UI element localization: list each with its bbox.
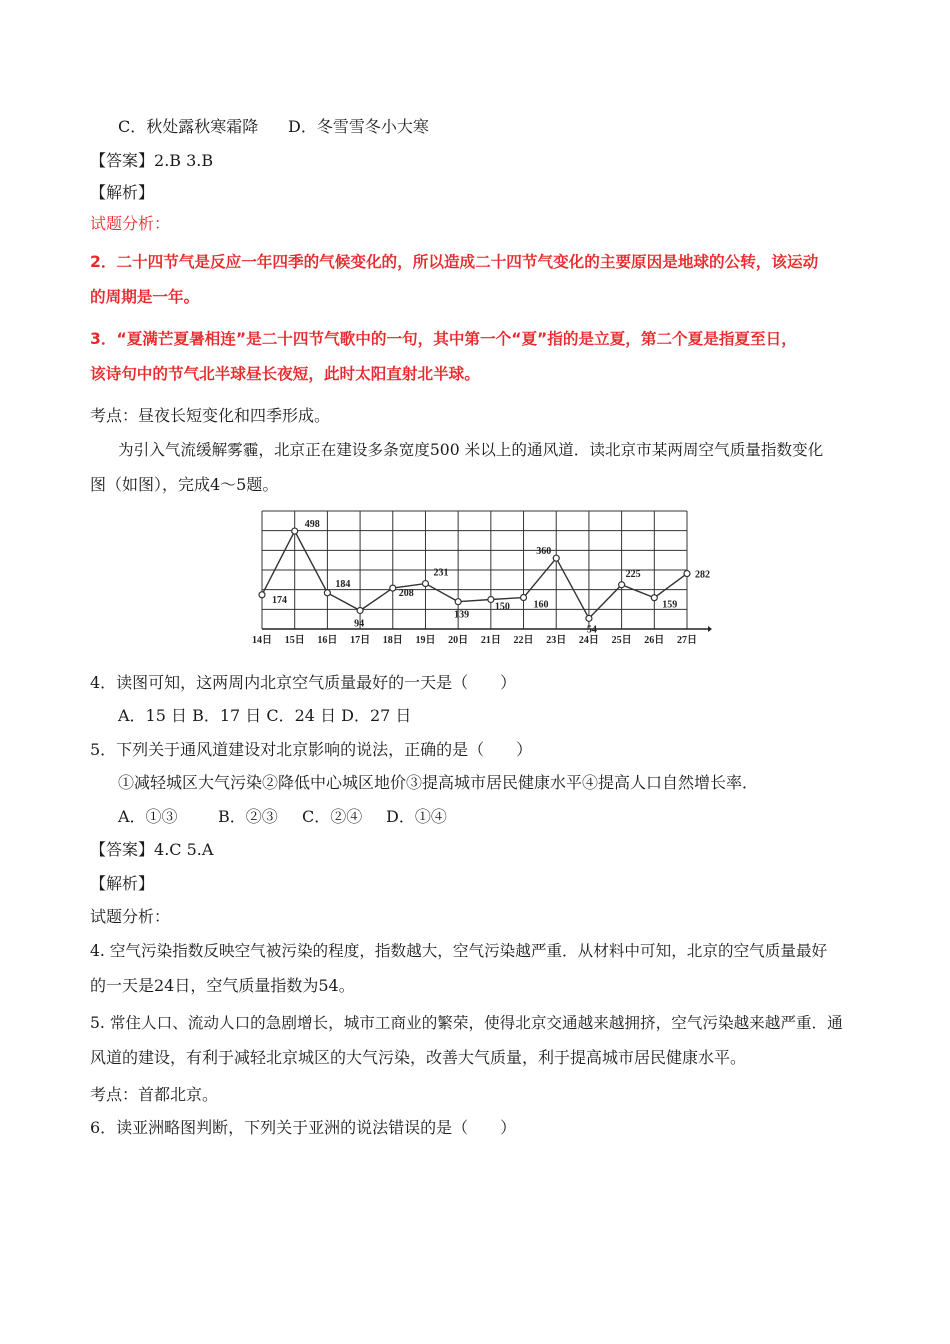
data-label: 54: [586, 624, 597, 636]
data-point: [488, 597, 494, 603]
kaodian-2: 考点：首都北京。: [90, 1085, 219, 1104]
q3-option-c: C．秋处露秋寒霜降: [118, 117, 259, 136]
x-tick-label: 16日: [317, 635, 338, 646]
data-point: [521, 595, 527, 601]
data-point: [619, 582, 625, 588]
x-tick-label: 15日: [284, 635, 305, 646]
answer-line-1: [90, 151, 213, 171]
data-label: 225: [625, 568, 641, 580]
answer-line-2: [90, 840, 213, 860]
q5-option-a: A．①③: [118, 807, 178, 826]
air-quality-line-chart: [250, 505, 712, 653]
analysis-label: 【解析】: [90, 183, 155, 202]
explain-4-line-2: 的一天是24日，空气质量指数为54。: [90, 976, 355, 995]
x-tick-label: 20日: [448, 635, 469, 646]
air-quality-chart-svg: [250, 505, 712, 653]
series-line: [262, 531, 687, 618]
data-label: 174: [272, 594, 287, 606]
x-tick-label: 21日: [480, 635, 501, 646]
explain-4-line-1: 4. 空气污染指数反映空气被污染的程度，指数越大，空气污染越严重．从材料中可知，北京的空气质量最好: [90, 942, 828, 960]
q4-options: A．15 日 B．17 日 C．24 日 D．27 日: [118, 706, 412, 725]
analysis-label: 【解析】: [90, 874, 155, 893]
data-point: [684, 571, 690, 577]
x-tick-label: 17日: [350, 635, 371, 646]
data-point: [259, 592, 265, 598]
data-label: 231: [433, 567, 449, 579]
data-label: 208: [398, 588, 414, 600]
data-point: [651, 595, 657, 601]
answer-text: 4.C 5.A: [154, 840, 214, 859]
data-label: 159: [662, 599, 678, 611]
data-point: [292, 528, 298, 534]
data-label: 184: [335, 578, 351, 590]
x-tick-label: 27日: [677, 635, 697, 646]
q4-stem: 4．读图可知，这两周内北京空气质量最好的一天是（ ）: [90, 673, 517, 692]
x-tick-label: 14日: [252, 635, 272, 646]
q6-stem: 6．读亚洲略图判断，下列关于亚洲的说法错误的是（ ）: [90, 1118, 517, 1137]
answer-text: 2.B 3.B: [154, 151, 214, 170]
intro-45-line-2: 图（如图），完成4～5题。: [90, 475, 279, 494]
analysis-intro: 试题分析：: [90, 214, 171, 233]
data-label: 94: [354, 618, 365, 630]
data-point: [422, 581, 428, 587]
kaodian-1: 考点：昼夜长短变化和四季形成。: [90, 406, 331, 425]
q3-option-d: D．冬雪雪冬小大寒: [288, 117, 429, 136]
intro-45-line-1: 为引入气流缓解雾霾，北京正在建设多条宽度500 米以上的通风道．读北京市某两周空气质量指数变化: [118, 441, 824, 459]
analysis-intro: 试题分析：: [90, 907, 171, 926]
data-label: 160: [533, 599, 549, 611]
explain-5-line-2: 风道的建设，有利于减轻北京城区的大气污染，改善大气质量，利于提高城市居民健康水平。: [90, 1048, 747, 1067]
explain-3-line-1: 3．“夏满芒夏暑相连”是二十四节气歌中的一句，其中第一个“夏”指的是立夏，第二个夏是指夏至日，: [90, 330, 797, 348]
data-point: [357, 608, 363, 614]
data-point: [586, 615, 592, 621]
q5-option-d: D．①④: [386, 807, 447, 826]
explain-3-line-2: 该诗句中的节气北半球昼长夜短，此时太阳直射北半球。: [90, 365, 480, 383]
data-label: 360: [536, 546, 552, 558]
data-point: [455, 599, 461, 605]
x-tick-label: 22日: [513, 635, 534, 646]
data-point: [324, 590, 330, 596]
x-tick-label: 19日: [415, 635, 436, 646]
explain-5-line-1: 5. 常住人口、流动人口的急剧增长，城市工商业的繁荣，使得北京交通越来越拥挤，空气污染越来越严重．通: [90, 1014, 843, 1032]
x-tick-label: 26日: [644, 635, 665, 646]
x-tick-label: 23日: [546, 635, 567, 646]
answer-label: 【答案】: [90, 151, 155, 170]
q5-items: ①减轻城区大气污染②降低中心城区地价③提高城市居民健康水平④提高人口自然增长率．: [118, 773, 759, 792]
data-label: 139: [454, 609, 470, 621]
x-tick-label: 18日: [382, 635, 403, 646]
x-tick-label: 24日: [578, 635, 599, 646]
q5-option-c: C．②④: [302, 807, 363, 826]
data-point: [553, 555, 559, 561]
data-point: [390, 585, 396, 591]
x-axis-arrow: [708, 626, 712, 632]
q5-option-b: B．②③: [218, 807, 278, 826]
answer-label: 【答案】: [90, 840, 155, 859]
data-label: 282: [695, 569, 710, 581]
explain-2-line-1: 2．二十四节气是反应一年四季的气候变化的，所以造成二十四节气变化的主要原因是地球的公转，该运动: [90, 253, 819, 271]
x-tick-label: 25日: [611, 635, 632, 646]
data-label: 498: [304, 519, 320, 531]
data-label: 150: [494, 601, 510, 613]
q5-stem: 5．下列关于通风道建设对北京影响的说法，正确的是（ ）: [90, 740, 533, 759]
explain-2-line-2: 的周期是一年。: [90, 288, 200, 306]
